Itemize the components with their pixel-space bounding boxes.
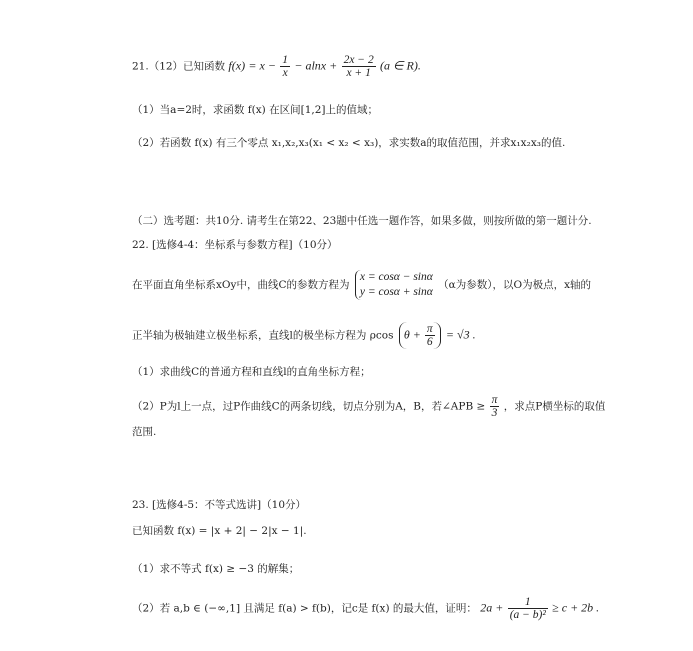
- q21-head: 21.（12）已知函数: [132, 60, 226, 73]
- q21-frac1-num: 1: [282, 54, 289, 66]
- q22-sys-line2: y = cosα + sinα: [359, 286, 433, 298]
- q22-intro-text: 在平面直角坐标系xOy中，曲线C的参数方程为: [132, 279, 350, 291]
- q23-part2-a: （2）若 a,b ∈ (−∞,1] 且满足 f(a) > f(b)，记c是 f(x) 的最大值，证明：: [132, 602, 477, 615]
- section2-instructions: （二）选考题：共10分. 请考生在第22、23题中任选一题作答，如果多做，则按所做的第一题计分.: [132, 215, 592, 227]
- q22-part2-frac-num: π: [491, 394, 498, 406]
- q22-intro-tail: （α为参数），以O为极点，x轴的: [438, 279, 592, 291]
- q22-polar-paren-text: θ +: [403, 327, 421, 342]
- q22-part2-frac: [490, 394, 500, 419]
- q23-part2: [132, 596, 599, 621]
- q21-f-lhs: f(x): [228, 58, 246, 73]
- q22-part2-cont: 范围.: [132, 426, 157, 438]
- q22-polar-frac-num: π: [426, 323, 433, 335]
- q21-frac1: [280, 54, 290, 79]
- q21-frac2-den: x + 1: [346, 67, 371, 79]
- q22-intro: [132, 270, 591, 300]
- q22-part2: [132, 394, 605, 419]
- q22-polar-paren: [399, 322, 441, 349]
- q23-expr-b: ≥ c + 2b .: [552, 600, 600, 615]
- q23-expr-a: 2a +: [480, 600, 504, 615]
- q22-head: 22. [选修4-4：坐标系与参数方程]（10分）: [132, 239, 338, 251]
- q22-polar-tail: = √3 .: [445, 327, 476, 342]
- q21-frac1-den: x: [282, 67, 288, 79]
- q22-part1: （1）求曲线C的普通方程和直线l的直角坐标方程；: [132, 366, 371, 378]
- q22-polar-a: 正半轴为极轴建立极坐标系，直线l的极坐标方程为 ρcos: [132, 329, 394, 342]
- q21-part1: （1）当a=2时，求函数 f(x) 在区间[1,2]上的值域；: [132, 104, 378, 116]
- q21-frac2: [342, 54, 376, 79]
- q22-part2-b: ，求点P横坐标的取值: [503, 400, 606, 413]
- q23-head: 23. [选修4-5：不等式选讲]（10分）: [132, 499, 306, 511]
- q23-frac-num: 1: [508, 596, 548, 609]
- q22-part2-a: （2）P为l上一点，过P作曲线C的两条切线，切点分别为A，B，若∠APB ≥: [132, 400, 486, 413]
- q22-polar-frac-den: 6: [426, 336, 433, 348]
- q21-f-a: = x −: [248, 58, 276, 73]
- q22-param-system: [355, 270, 433, 300]
- q21-statement: [132, 54, 421, 79]
- q23-part1: （1）求不等式 f(x) ≥ −3 的解集；: [132, 563, 300, 575]
- q21-f-b: − alnx +: [294, 58, 338, 73]
- q22-part2-frac-den: 3: [491, 407, 498, 419]
- q23-frac-den: (a − b)²: [509, 609, 546, 621]
- q22-polar: [132, 322, 476, 349]
- q21-frac2-num: 2x − 2: [343, 54, 374, 66]
- q21-part2: （2）若函数 f(x) 有三个零点 x₁,x₂,x₃(x₁ < x₂ < x₃)，求实数a的取值范围，并求x₁x₂x₃的值.: [132, 137, 566, 149]
- q23-frac: [508, 596, 548, 621]
- q22-polar-frac: [425, 323, 435, 348]
- q23-given: 已知函数 f(x) = |x + 2| − 2|x − 1|.: [132, 525, 307, 537]
- q22-sys-line1: x = cosα − sinα: [359, 271, 433, 283]
- q21-f-tail: (a ∈ R).: [380, 58, 421, 73]
